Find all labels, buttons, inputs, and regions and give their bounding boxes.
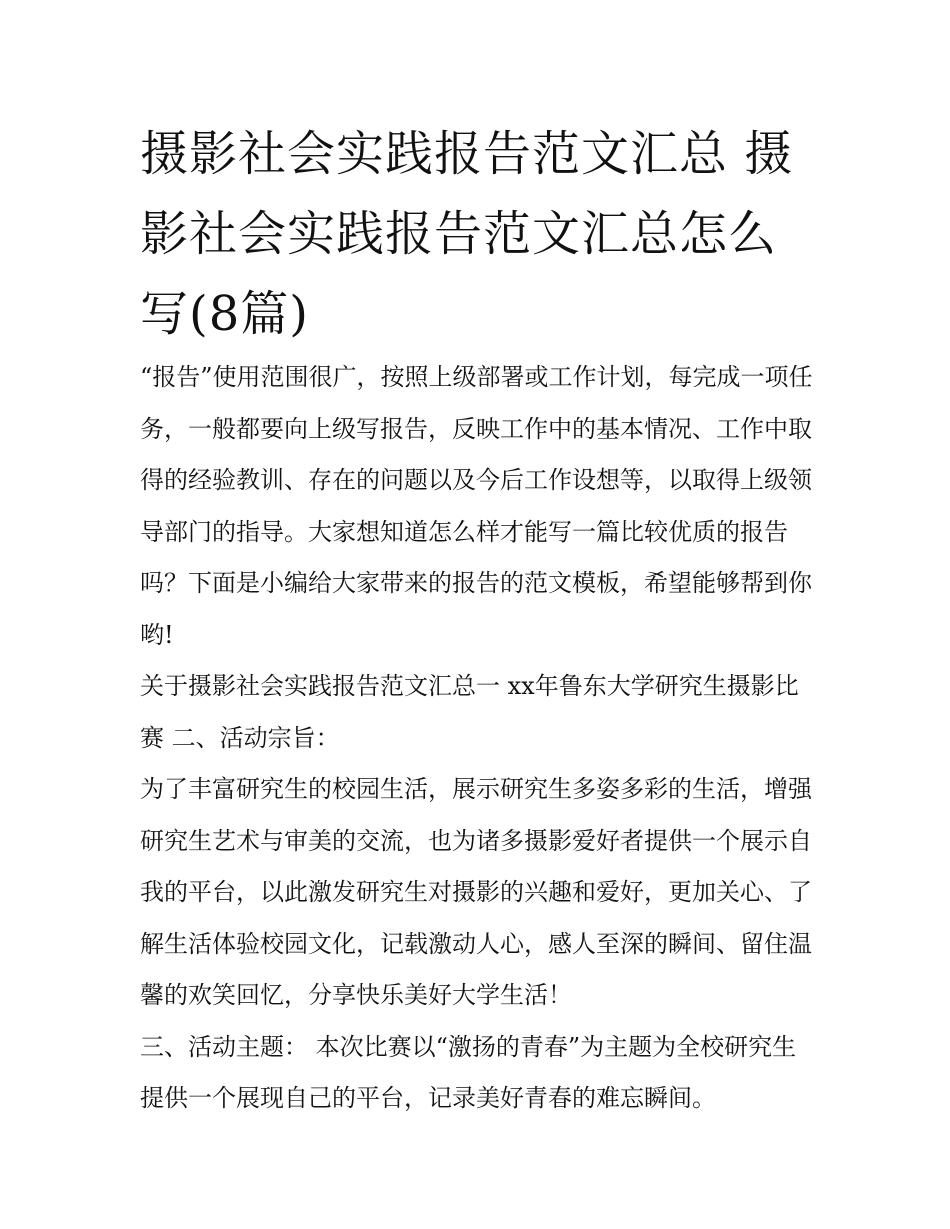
paragraph-section-heading: 关于摄影社会实践报告范文汇总一 xx年鲁东大学研究生摄影比赛 二、活动宗旨： <box>140 672 799 752</box>
paragraph-purpose: 为了丰富研究生的校园生活，展示研究生多姿多彩的生活，增强研究生艺术与审美的交流，也为诸多摄影爱好者提供一个展示自我的平台，以此激发研究生对摄影的兴趣和爱好，更加关心、了解生活体验校园文化，记载激动人心，感人至深的瞬间、留住温馨的欢笑回忆，分享快乐美好大学生活！ <box>140 775 812 1009</box>
paragraph-intro: “报告”使用范围很广，按照上级部署或工作计划，每完成一项任务，一般都要向上级写报告，反映工作中的基本情况、工作中取得的经验教训、存在的问题以及今后工作设想等，以取得上级领导部门的指导。大家想知道怎么样才能写一篇比较优质的报告吗？下面是小编给大家带来的报告的范文模板，希望能够帮到你哟! <box>140 363 813 649</box>
document-body <box>140 352 820 1125</box>
document-title: 摄影社会实践报告范文汇总 摄影社会实践报告范文汇总怎么写(8篇) <box>140 126 794 342</box>
paragraph-theme: 三、活动主题： 本次比赛以“激扬的青春”为主题为全校研究生提供一个展现自己的平台，记录美好青春的难忘瞬间。 <box>140 1032 797 1112</box>
